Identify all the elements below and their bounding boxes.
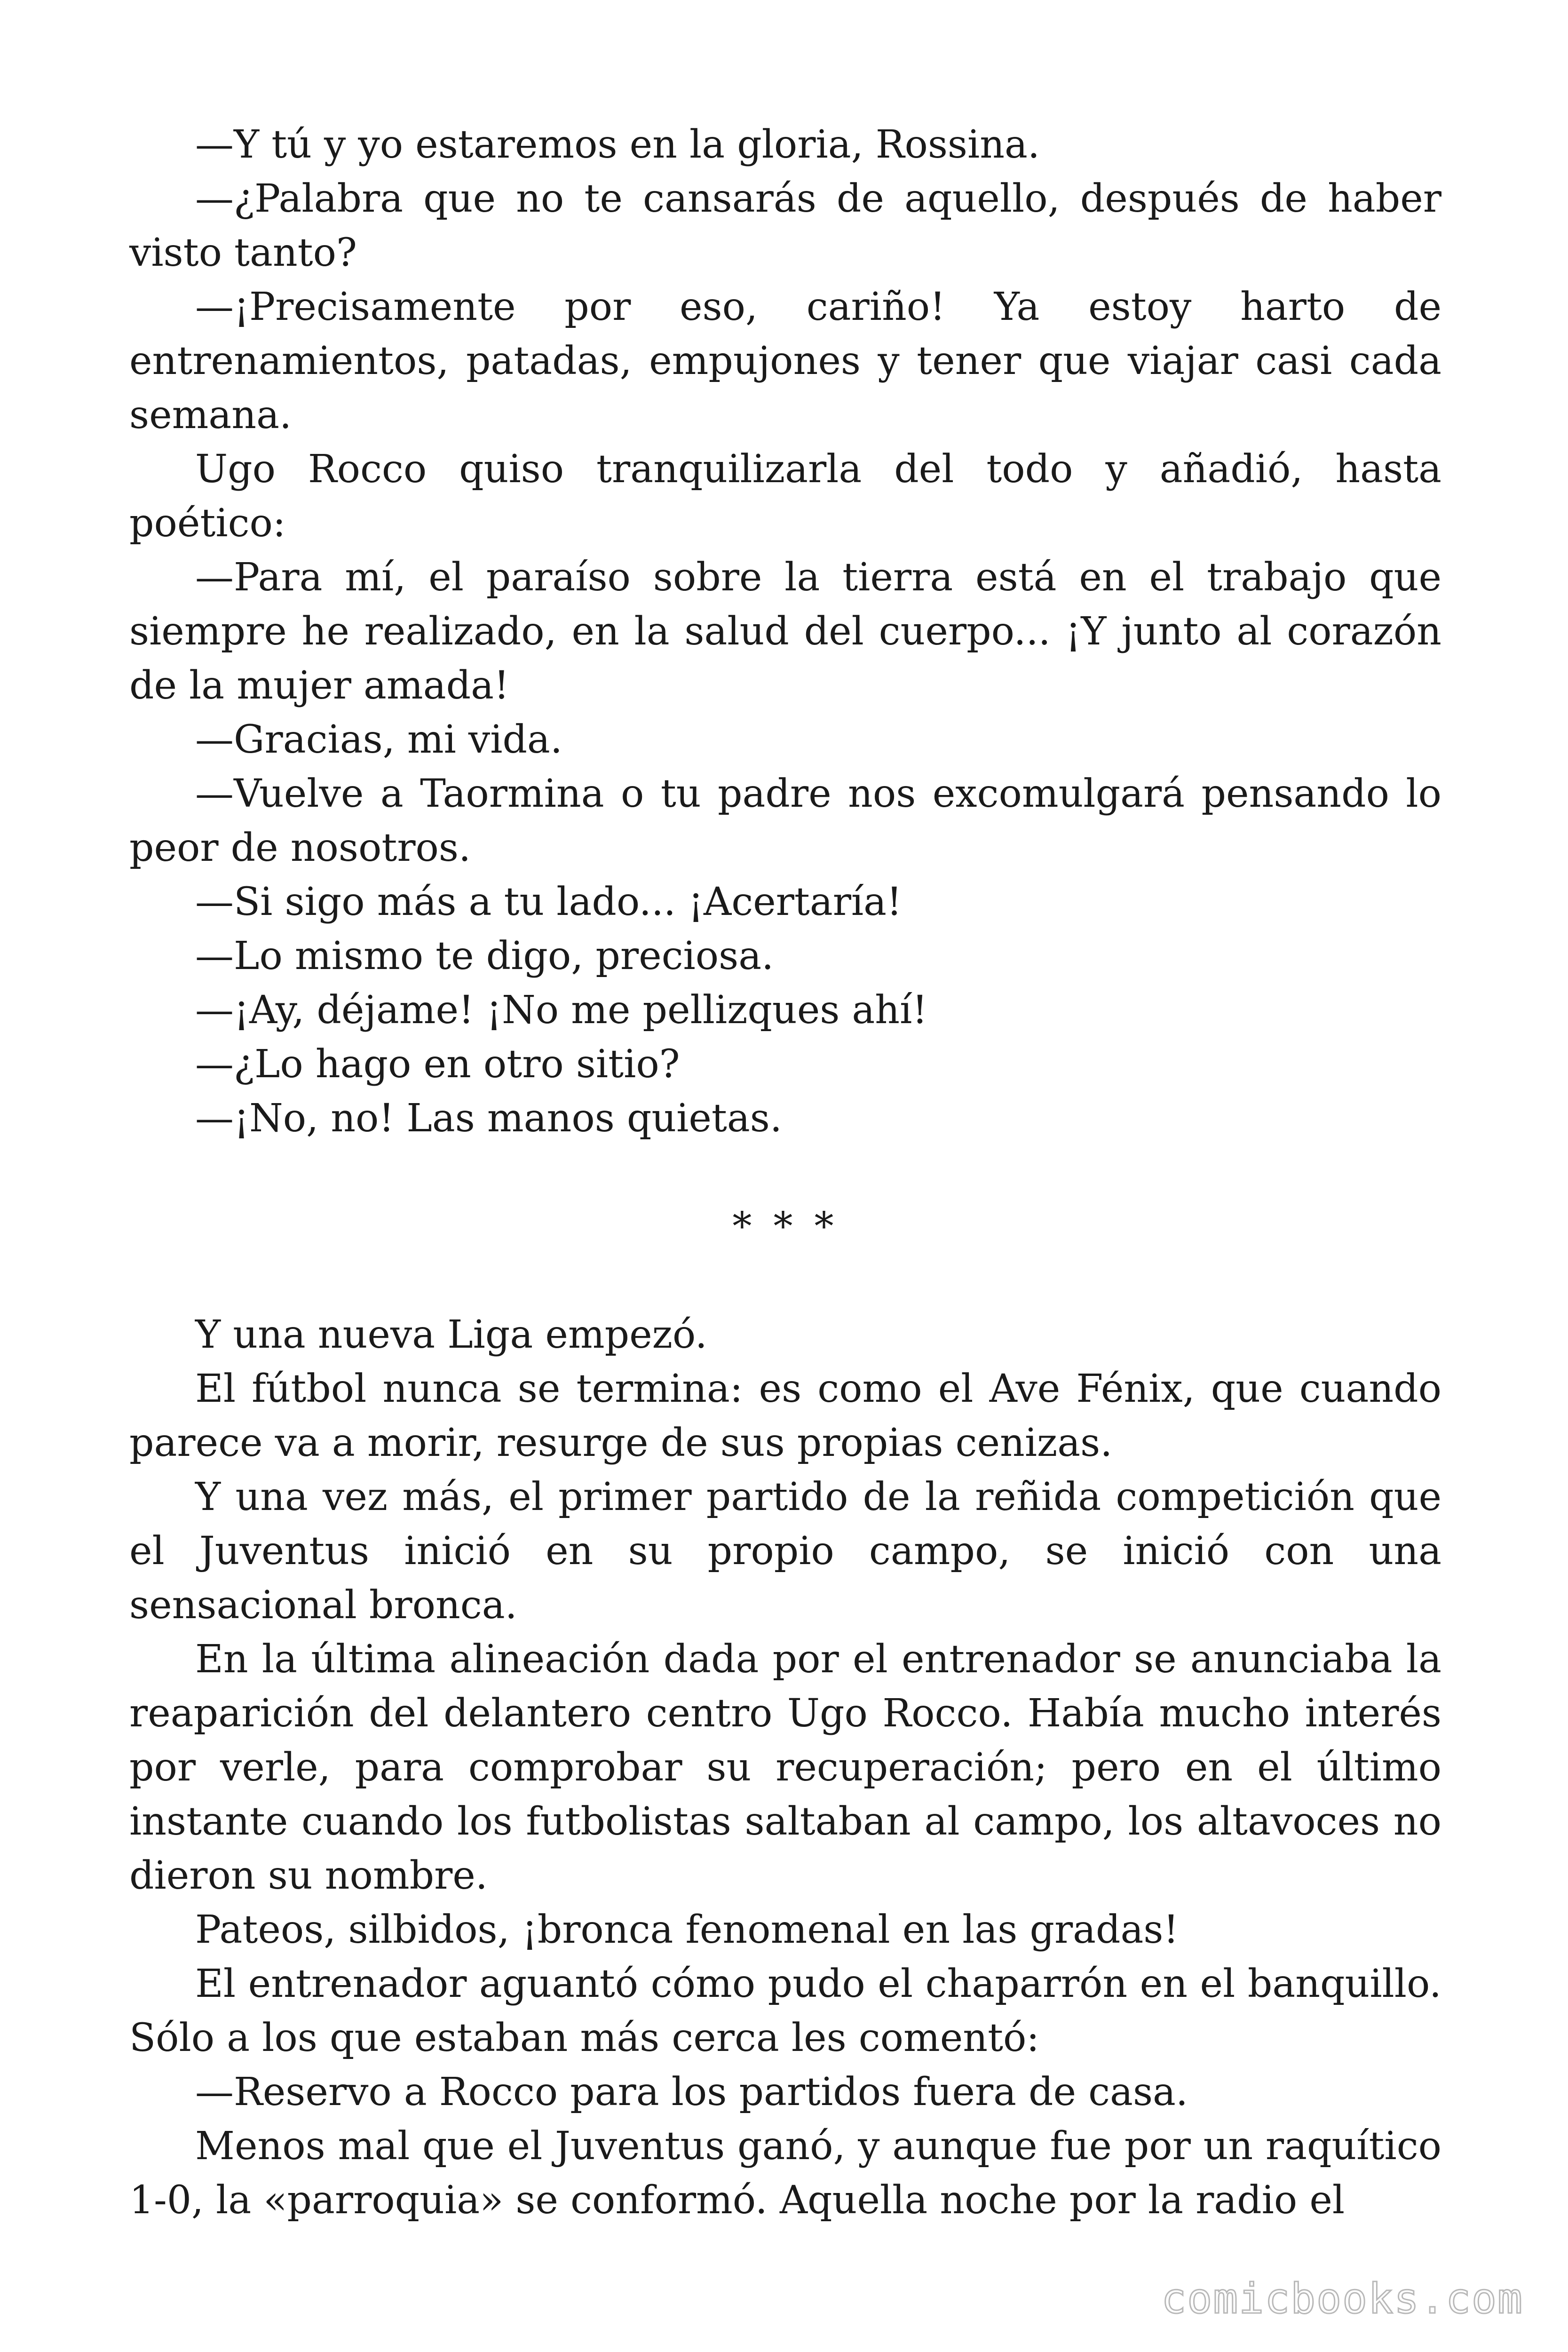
paragraph: Y una nueva Liga empezó. bbox=[195, 1312, 707, 1357]
paragraph: —Lo mismo te digo, preciosa. bbox=[195, 934, 774, 978]
paragraph: Pateos, silbidos, ¡bronca fenomenal en las gradas! bbox=[195, 1907, 1179, 1952]
scene-separator: * * * bbox=[732, 1204, 839, 1249]
paragraph: —¡Ay, déjame! ¡No me pellizques ahí! bbox=[195, 988, 928, 1033]
paragraph: —Y tú y yo estaremos en la gloria, Rossina. bbox=[195, 122, 1040, 167]
paragraph: El entrenador aguantó cómo pudo el chaparrón en el banquillo. Sólo a los que estaban más cerca les comentó: bbox=[129, 1962, 1441, 2060]
book-page bbox=[129, 118, 1441, 2227]
paragraph: Y una vez más, el primer partido de la reñida competición que el Juventus inició en su propio campo, se inició con una sensacional bronca. bbox=[129, 1475, 1441, 1628]
paragraph: El fútbol nunca se termina: es como el Ave Fénix, que cuando parece va a morir, resurge de sus propias cenizas. bbox=[129, 1367, 1441, 1465]
paragraph: —¡Precisamente por eso, cariño! Ya estoy harto de entrenamientos, patadas, empujones y tener que viajar casi cada semana. bbox=[129, 285, 1441, 437]
paragraph: —Para mí, el paraíso sobre la tierra está en el trabajo que siempre he realizado, en la salud del cuerpo... ¡Y junto al corazón de la mujer amada! bbox=[129, 555, 1441, 708]
paragraph: —Vuelve a Taormina o tu padre nos excomulgará pensando lo peor de nosotros. bbox=[129, 771, 1441, 870]
paragraph: —Si sigo más a tu lado... ¡Acertaría! bbox=[195, 880, 902, 924]
paragraph: En la última alineación dada por el entrenador se anunciaba la reaparición del delantero centro Ugo Rocco. Había mucho interés por verle, para comprobar su recuperación; pero en el último instante cuando los futbolistas saltaban al campo, los altavoces no dieron su nombre. bbox=[129, 1637, 1441, 1898]
paragraph: —¡No, no! Las manos quietas. bbox=[195, 1096, 782, 1141]
paragraph: Menos mal que el Juventus ganó, y aunque fue por un raquítico 1-0, la «parroquia» se conformó. Aquella noche por la radio el bbox=[129, 2124, 1441, 2223]
watermark-text: comicbooks.com bbox=[1161, 2274, 1523, 2323]
text-block-after bbox=[129, 1308, 1441, 2227]
paragraph: Ugo Rocco quiso tranquilizarla del todo y añadió, hasta poético: bbox=[129, 447, 1441, 546]
paragraph: —¿Palabra que no te cansarás de aquello, después de haber visto tanto? bbox=[129, 176, 1441, 275]
paragraph: —Reservo a Rocco para los partidos fuera de casa. bbox=[195, 2070, 1188, 2114]
paragraph: —Gracias, mi vida. bbox=[195, 717, 562, 762]
paragraph: —¿Lo hago en otro sitio? bbox=[195, 1042, 680, 1087]
text-block-before bbox=[129, 118, 1441, 1145]
